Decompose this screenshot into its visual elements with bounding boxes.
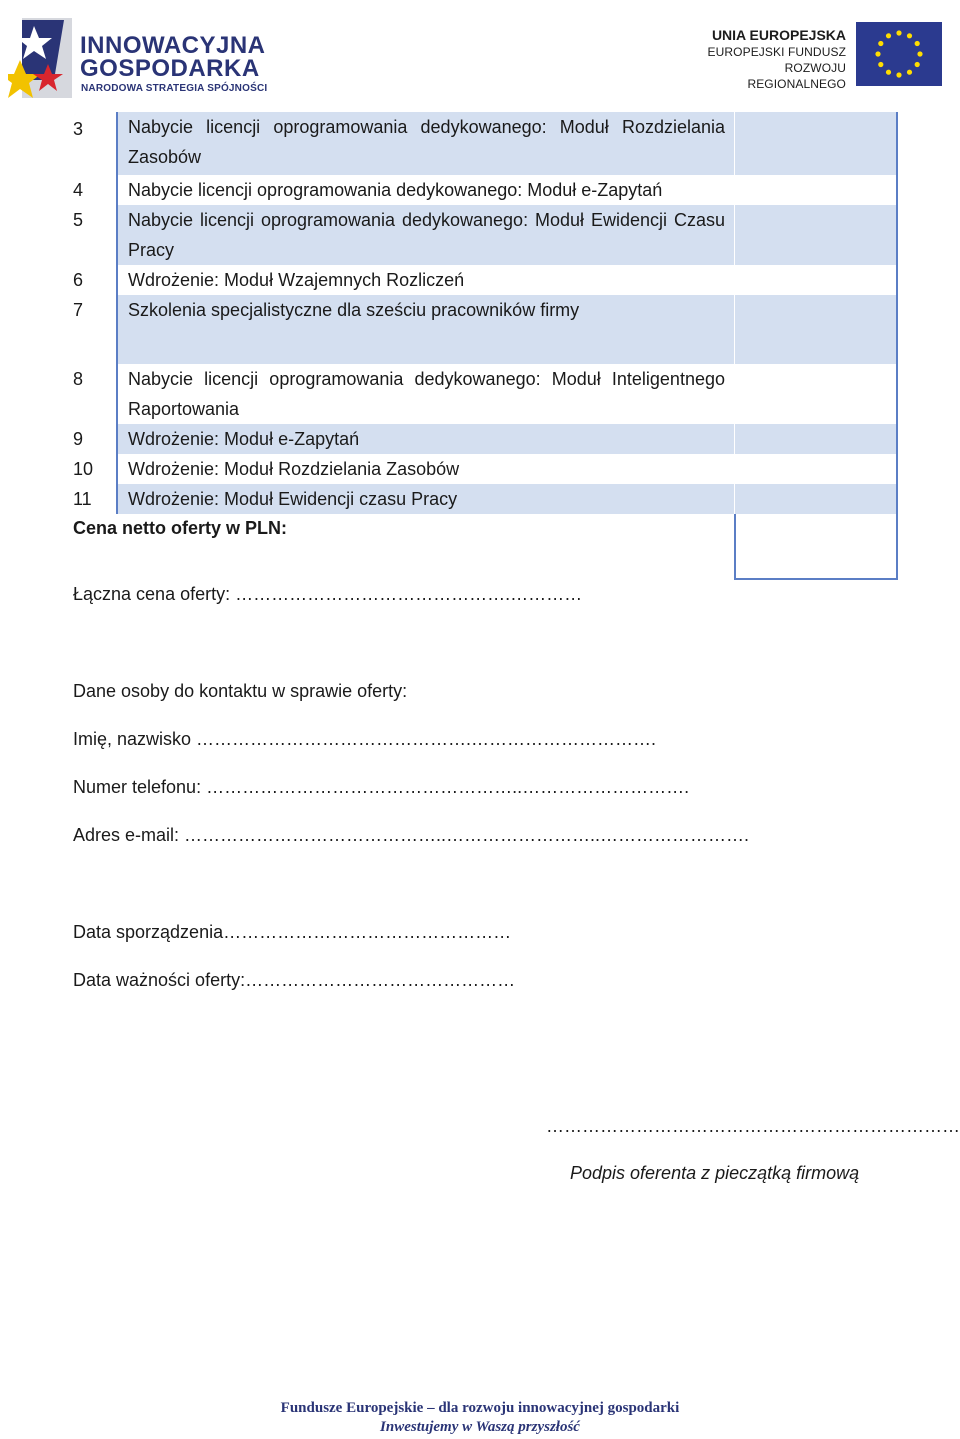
table-right-border [896,112,898,580]
row-description: Nabycie licencji oprogramowania dedykowanego: Moduł Rozdzielania Zasobów [128,117,725,167]
row-description: Wdrożenie: Moduł Wzajemnych Rozliczeń [128,270,465,290]
net-price-label: Cena netto oferty w PLN: [73,518,288,538]
row-number: 7 [73,300,84,320]
table-row [60,265,898,295]
row-description: Nabycie licencji oprogramowania dedykowanego: Moduł Ewidencji Czasu Pracy [128,210,725,260]
row-number: 3 [73,119,84,139]
logo-line-gospodarka: GOSPODARKA [80,55,260,82]
total-price-field[interactable]: Łączna cena oferty: ……………………………………….………… [73,584,583,604]
name-field[interactable]: Imię, nazwisko ……………………………………….…………………………. [73,729,657,749]
row-number: 11 [73,489,92,509]
date-prepared-field[interactable]: Data sporządzenia………………………………………… [73,922,512,942]
logo-line-strategia: NARODOWA STRATEGIA SPÓJNOŚCI [81,83,268,94]
page-footer [0,1398,960,1436]
table-left-border [116,112,118,514]
row-number: 6 [73,270,84,290]
row-description: Nabycie licencji oprogramowania dedykowanego: Moduł e-Zapytań [128,180,663,200]
table-row [60,454,898,484]
row-description: Wdrożenie: Moduł Rozdzielania Zasobów [128,459,460,479]
signature-line[interactable]: …………………………………………………………… [546,1116,960,1136]
eu-fund-logo [692,22,942,91]
signature-label: Podpis oferenta z pieczątką firmową [570,1163,860,1183]
price-box-bottom-border [734,578,898,580]
table-row [60,484,898,514]
innowacyjna-gospodarka-emblem-icon [8,16,78,100]
table-row [60,112,898,175]
footer-line-motto: Inwestujemy w Waszą przyszłość [380,1419,580,1435]
contact-heading: Dane osoby do kontaktu w sprawie oferty: [73,681,408,701]
eu-line-rozwoju: ROZWOJU REGIONALNEGO [747,61,846,91]
phone-field[interactable]: Numer telefonu: ……………………………………………..………………………. [73,777,690,797]
table-row [60,175,898,205]
row-number: 8 [73,369,84,389]
offer-table [60,112,900,582]
eu-fund-text [692,26,846,92]
innowacyjna-gospodarka-logo [8,16,268,100]
price-box-left-border [734,514,736,580]
row-description: Wdrożenie: Moduł Ewidencji czasu Pracy [128,489,458,509]
row-number: 10 [73,459,94,479]
table-row [60,205,898,265]
footer-line-funds: Fundusze Europejskie – dla rozwoju innowacyjnej gospodarki [280,1400,680,1416]
row-number: 5 [73,210,84,230]
eu-line-unia: UNIA EUROPEJSKA [711,27,846,43]
row-description: Nabycie licencji oprogramowania dedykowanego: Moduł Inteligentnego Raportowania [128,369,725,419]
row-description: Wdrożenie: Moduł e-Zapytań [128,429,360,449]
validity-date-field[interactable]: Data ważności oferty:……………………………………… [73,970,516,990]
row-description: Szkolenia specjalistyczne dla sześciu pracowników firmy [128,300,580,320]
table-row [60,364,898,424]
eu-line-fundusz: EUROPEJSKI FUNDUSZ [707,45,846,59]
logo-line-innowacyjna: INNOWACYJNA [80,32,266,59]
eu-flag-icon [856,22,942,86]
row-number: 9 [73,429,84,449]
email-field[interactable]: Adres e-mail: ……………………………………..……………………..……………………. [73,825,750,845]
table-row [60,295,898,364]
table-row [60,424,898,454]
row-number: 4 [73,180,84,200]
column-separator [734,112,735,514]
